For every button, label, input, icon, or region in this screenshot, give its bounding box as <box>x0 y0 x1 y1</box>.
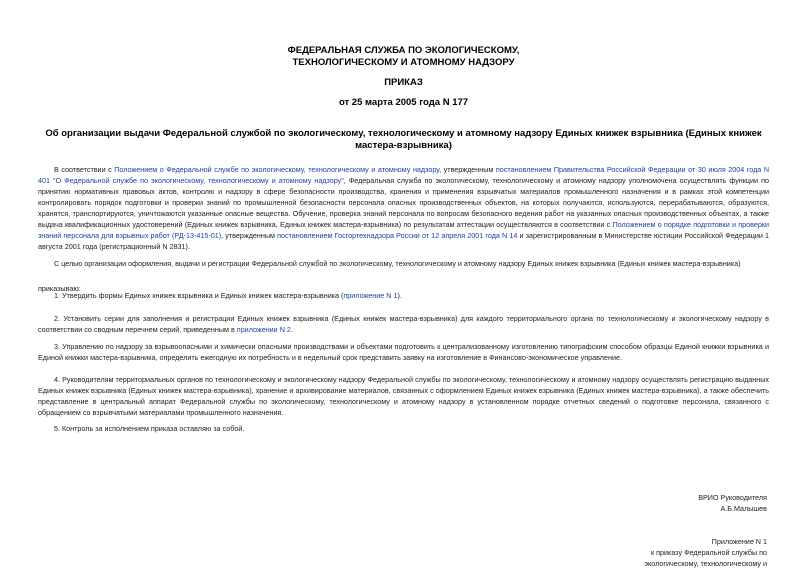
order-date: от 25 марта 2005 года N 177 <box>338 97 469 108</box>
appendix-line-1: Приложение N 1 <box>711 537 767 546</box>
paragraph-item-5: 5. Контроль за исполнением приказа оставляю за собой. <box>54 424 245 433</box>
agency-name <box>0 45 807 69</box>
appendix-line-3: экологическому, технологическому и <box>644 559 767 568</box>
text: , утвержденным <box>439 165 496 174</box>
text: и зарегистрированным в Министерстве юстиции Российской Федерации 1 августа 2001 года (регистрационный N 2831). <box>38 231 770 251</box>
agency-line-1: ФЕДЕРАЛЬНАЯ СЛУЖБА ПО ЭКОЛОГИЧЕСКОМУ, <box>287 45 520 56</box>
text: В соответствии с <box>54 165 115 174</box>
text: ). <box>397 291 402 300</box>
appendix-line-2: к приказу Федеральной службы по <box>651 548 767 557</box>
document-title: Об организации выдачи Федеральной службой по экологическому, технологическому и атомному надзору Единых книжек взрывника (Единых книжек мастера-взрывника) <box>45 128 762 151</box>
paragraph-purpose: С целью организации оформления, выдачи и регистрации Федеральной службой по экологическому, технологическому и атомному надзору Единых книжек взрывника (Единых книжек мастера-взрывника) <box>54 259 741 268</box>
link-government-decree[interactable]: постановлением Правительства Российской Федерации от 30 июля 2004 года N 401 "О Федеральной службе по экологическому, технологическому и атомному надзору" <box>38 165 770 185</box>
paragraph-preamble <box>38 164 769 252</box>
signature-block <box>567 492 767 514</box>
link-appendix-2[interactable]: приложении N 2 <box>236 325 291 334</box>
link-appendix-1[interactable]: приложение N 1 <box>343 291 398 300</box>
text: 1. Утвердить формы Единых книжек взрывника и Единых книжек мастера-взрывника ( <box>54 291 344 300</box>
order-label: ПРИКАЗ <box>384 77 423 88</box>
text: , утвержденным <box>221 231 278 240</box>
agency-line-2: ТЕХНОЛОГИЧЕСКОМУ И АТОМНОМУ НАДЗОРУ <box>292 57 515 68</box>
link-regulation[interactable]: Положением о Федеральной службе по экологическому, технологическому и атомному надзору <box>114 165 440 174</box>
paragraph-item-4: 4. Руководителям территориальных органов по технологическому и экологическому надзору Федеральной службы по экологическому, технологическому и атомному надзору осуществлять регистрацию выданных Единых книжек взрывника (Единых книжек мастера-взрывника), хранение и архивирование материалов, связанных с оформлением Единых книжек взрывника (Единых книжек мастера-взрывника), а также обеспечить представление в центральный аппарат Федеральной службы по экологическому, технологическому и атомному надзору в установленном порядке отчетных сведений о подготовке персонала, связанного с обращением со взрывчатыми материалами промышленного назначения. <box>38 375 769 417</box>
paragraph-item-1 <box>38 290 769 301</box>
paragraph-order-word: приказываю: <box>38 284 81 293</box>
signer-position: ВРИО Руководителя <box>698 493 767 502</box>
text: , Федеральная служба по экологическому, технологическому и атомному надзору уполномочена осуществлять функции по принятию нормативных правовых актов, контролю и надзору в сфере безопасности производства, хранения и применения взрывчатых материалов промышленного назначения и в рамках этой компетенции контролировать порядок подготовки и проверки знаний по промышленной безопасности персонала опасных производственных объектов, на которых получаются, используются, перерабатываются, образуются, хранятся, транспортируются, уничтожаются указанные опасные вещества. Обучение, проверка знаний персонала по вопросам безопасного ведения работ на указанных опасных производственных объектах, а также выдача квалификационных удостоверений (Единых книжек взрывника, Единых книжек мастера-взрывника) по результатам аттестации осуществляются в соответствии с <box>38 176 769 229</box>
appendix-header <box>567 536 767 569</box>
link-training-regulation[interactable]: Положением о порядке подготовки и проверки знаний персонала для взрывных работ (РД-13-415-01) <box>38 220 769 240</box>
text: . <box>290 325 293 334</box>
paragraph-item-2 <box>38 313 769 335</box>
paragraph-item-3: 3. Управлению по надзору за взрывоопасными и химически опасными производствами и объектами подготовить к централизованному изготовлению типографским способом образцы Единой книжки взрывника и Единой книжки мастера-взрывника, определить ежегодную их потребность и в недельный срок представить заявку на изготовление в Финансово-экономическое управление. <box>38 342 769 362</box>
text: 2. Установить серии для заполнения и регистрации Единых книжек взрывника (Единых книжек мастера-взрывника) для каждого территориального органа по технологическому и экологическому надзору в соответствии со сводным перечнем серий, приведенным в <box>38 314 769 334</box>
signer-name: А.Б.Малышев <box>720 504 767 513</box>
link-gosgortekhnadzor-decree[interactable]: постановлением Госгортехнадзора России от 12 апреля 2001 года N 14 <box>277 231 518 240</box>
